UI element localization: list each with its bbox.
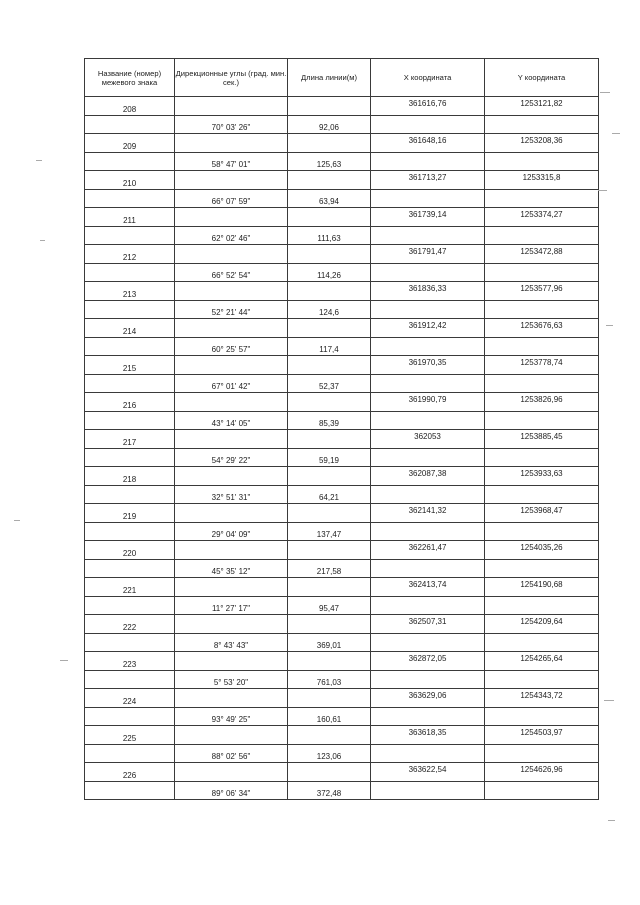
y-coordinate: 1254035,26 [485,541,599,560]
empty-y-cell [485,115,599,134]
line-row [85,448,599,467]
empty-y-cell [485,189,599,208]
point-row [85,319,599,338]
y-coordinate: 1253968,47 [485,504,599,523]
header-line-length: Длина линии(м) [288,59,371,97]
line-row [85,300,599,319]
y-coordinate: 1254343,72 [485,689,599,708]
point-row [85,726,599,745]
empty-x-cell [371,152,485,171]
y-coordinate: 1253778,74 [485,356,599,375]
empty-length-cell [288,615,371,634]
y-coordinate: 1253208,36 [485,134,599,153]
empty-length-cell [288,208,371,227]
x-coordinate: 362141,32 [371,504,485,523]
direction-angle: 60° 25' 57" [175,337,288,356]
empty-y-cell [485,152,599,171]
direction-angle: 70° 03' 26" [175,115,288,134]
empty-x-cell [371,263,485,282]
line-row [85,633,599,652]
empty-x-cell [371,448,485,467]
y-coordinate: 1253121,82 [485,97,599,116]
empty-name-cell [85,448,175,467]
point-row [85,245,599,264]
table-header-row [85,59,599,97]
empty-name-cell [85,596,175,615]
point-row [85,134,599,153]
line-row [85,152,599,171]
point-row [85,689,599,708]
line-length: 111,63 [288,226,371,245]
point-row [85,504,599,523]
empty-length-cell [288,504,371,523]
line-row [85,744,599,763]
empty-angle-cell [175,134,288,153]
line-row [85,781,599,800]
mark-name: 223 [85,652,175,671]
empty-y-cell [485,337,599,356]
empty-length-cell [288,97,371,116]
line-row [85,485,599,504]
empty-x-cell [371,189,485,208]
empty-length-cell [288,652,371,671]
direction-angle: 93° 49' 25" [175,707,288,726]
empty-angle-cell [175,393,288,412]
empty-angle-cell [175,578,288,597]
empty-name-cell [85,633,175,652]
empty-length-cell [288,134,371,153]
line-row [85,226,599,245]
line-row [85,411,599,430]
empty-x-cell [371,115,485,134]
empty-length-cell [288,689,371,708]
line-length: 59,19 [288,448,371,467]
point-row [85,97,599,116]
y-coordinate: 1253472,88 [485,245,599,264]
header-x-coordinate: X координата [371,59,485,97]
empty-angle-cell [175,541,288,560]
direction-angle: 89° 06' 34" [175,781,288,800]
line-length: 372,48 [288,781,371,800]
y-coordinate: 1254265,64 [485,652,599,671]
mark-name: 210 [85,171,175,190]
empty-x-cell [371,707,485,726]
mark-name: 221 [85,578,175,597]
empty-angle-cell [175,467,288,486]
direction-angle: 67° 01' 42" [175,374,288,393]
empty-angle-cell [175,763,288,782]
table-body [85,97,599,800]
empty-angle-cell [175,319,288,338]
x-coordinate: 363629,06 [371,689,485,708]
x-coordinate: 361990,79 [371,393,485,412]
empty-name-cell [85,300,175,319]
empty-length-cell [288,282,371,301]
direction-angle: 43° 14' 05" [175,411,288,430]
empty-x-cell [371,670,485,689]
boundary-marks-table [84,58,599,800]
empty-name-cell [85,337,175,356]
empty-length-cell [288,467,371,486]
empty-y-cell [485,411,599,430]
line-length: 92,06 [288,115,371,134]
point-row [85,578,599,597]
mark-name: 222 [85,615,175,634]
empty-angle-cell [175,245,288,264]
x-coordinate: 361970,35 [371,356,485,375]
mark-name: 218 [85,467,175,486]
line-length: 369,01 [288,633,371,652]
line-row [85,337,599,356]
mark-name: 214 [85,319,175,338]
empty-length-cell [288,356,371,375]
direction-angle: 66° 07' 59" [175,189,288,208]
x-coordinate: 361713,27 [371,171,485,190]
line-length: 95,47 [288,596,371,615]
empty-name-cell [85,670,175,689]
empty-angle-cell [175,282,288,301]
x-coordinate: 362413,74 [371,578,485,597]
empty-name-cell [85,152,175,171]
empty-x-cell [371,744,485,763]
empty-length-cell [288,763,371,782]
y-coordinate: 1253885,45 [485,430,599,449]
x-coordinate: 362261,47 [371,541,485,560]
empty-y-cell [485,744,599,763]
empty-angle-cell [175,430,288,449]
y-coordinate: 1253676,63 [485,319,599,338]
mark-name: 208 [85,97,175,116]
line-length: 64,21 [288,485,371,504]
direction-angle: 52° 21' 44" [175,300,288,319]
empty-y-cell [485,300,599,319]
empty-angle-cell [175,689,288,708]
direction-angle: 54° 29' 22" [175,448,288,467]
empty-name-cell [85,263,175,282]
y-coordinate: 1253577,96 [485,282,599,301]
point-row [85,171,599,190]
empty-length-cell [288,726,371,745]
empty-name-cell [85,522,175,541]
line-length: 85,39 [288,411,371,430]
mark-name: 217 [85,430,175,449]
empty-x-cell [371,559,485,578]
line-length: 137,47 [288,522,371,541]
x-coordinate: 361648,16 [371,134,485,153]
header-y-coordinate: Y координата [485,59,599,97]
y-coordinate: 1254209,64 [485,615,599,634]
empty-x-cell [371,633,485,652]
point-row [85,615,599,634]
mark-name: 226 [85,763,175,782]
line-length: 160,61 [288,707,371,726]
direction-angle: 11° 27' 17" [175,596,288,615]
empty-length-cell [288,578,371,597]
empty-y-cell [485,707,599,726]
empty-x-cell [371,337,485,356]
line-row [85,559,599,578]
empty-angle-cell [175,97,288,116]
x-coordinate: 362087,38 [371,467,485,486]
direction-angle: 45° 35' 12" [175,559,288,578]
direction-angle: 29° 04' 09" [175,522,288,541]
direction-angle: 62° 02' 46" [175,226,288,245]
line-length: 52,37 [288,374,371,393]
empty-y-cell [485,485,599,504]
line-length: 761,03 [288,670,371,689]
empty-length-cell [288,245,371,264]
empty-x-cell [371,522,485,541]
empty-angle-cell [175,208,288,227]
y-coordinate: 1253933,63 [485,467,599,486]
empty-name-cell [85,374,175,393]
empty-length-cell [288,171,371,190]
mark-name: 224 [85,689,175,708]
empty-x-cell [371,300,485,319]
header-direction-angle: Дирекционные углы (град. мин. сек.) [175,59,288,97]
empty-name-cell [85,115,175,134]
empty-x-cell [371,781,485,800]
x-coordinate: 363622,54 [371,763,485,782]
mark-name: 219 [85,504,175,523]
empty-name-cell [85,485,175,504]
empty-y-cell [485,448,599,467]
y-coordinate: 1253315,8 [485,171,599,190]
point-row [85,467,599,486]
x-coordinate: 362507,31 [371,615,485,634]
y-coordinate: 1254190,68 [485,578,599,597]
line-length: 117,4 [288,337,371,356]
x-coordinate: 361739,14 [371,208,485,227]
y-coordinate: 1254626,96 [485,763,599,782]
empty-x-cell [371,485,485,504]
mark-name: 220 [85,541,175,560]
line-row [85,596,599,615]
x-coordinate: 362872,05 [371,652,485,671]
empty-y-cell [485,522,599,541]
x-coordinate: 361791,47 [371,245,485,264]
x-coordinate: 362053 [371,430,485,449]
mark-name: 209 [85,134,175,153]
empty-angle-cell [175,726,288,745]
line-length: 114,26 [288,263,371,282]
point-row [85,208,599,227]
point-row [85,356,599,375]
empty-angle-cell [175,504,288,523]
empty-name-cell [85,781,175,800]
direction-angle: 88° 02' 56" [175,744,288,763]
empty-name-cell [85,226,175,245]
empty-length-cell [288,319,371,338]
x-coordinate: 361616,76 [371,97,485,116]
empty-name-cell [85,189,175,208]
point-row [85,763,599,782]
empty-length-cell [288,541,371,560]
empty-x-cell [371,411,485,430]
empty-angle-cell [175,171,288,190]
point-row [85,430,599,449]
x-coordinate: 361836,33 [371,282,485,301]
empty-length-cell [288,393,371,412]
line-row [85,189,599,208]
empty-name-cell [85,411,175,430]
empty-x-cell [371,226,485,245]
empty-x-cell [371,374,485,393]
line-length: 124,6 [288,300,371,319]
empty-name-cell [85,744,175,763]
empty-name-cell [85,559,175,578]
direction-angle: 66° 52' 54" [175,263,288,282]
mark-name: 212 [85,245,175,264]
direction-angle: 5° 53' 20" [175,670,288,689]
empty-name-cell [85,707,175,726]
line-row [85,522,599,541]
empty-y-cell [485,633,599,652]
line-length: 125,63 [288,152,371,171]
empty-y-cell [485,559,599,578]
direction-angle: 32° 51' 31" [175,485,288,504]
point-row [85,393,599,412]
empty-y-cell [485,670,599,689]
line-row [85,263,599,282]
line-length: 123,06 [288,744,371,763]
line-row [85,115,599,134]
x-coordinate: 361912,42 [371,319,485,338]
point-row [85,541,599,560]
mark-name: 225 [85,726,175,745]
direction-angle: 58° 47' 01" [175,152,288,171]
line-length: 63,94 [288,189,371,208]
line-length: 217,58 [288,559,371,578]
empty-angle-cell [175,652,288,671]
x-coordinate: 363618,35 [371,726,485,745]
empty-angle-cell [175,356,288,375]
point-row [85,282,599,301]
y-coordinate: 1253826,96 [485,393,599,412]
empty-y-cell [485,374,599,393]
empty-length-cell [288,430,371,449]
mark-name: 215 [85,356,175,375]
mark-name: 211 [85,208,175,227]
empty-y-cell [485,596,599,615]
empty-angle-cell [175,615,288,634]
header-mark-name: Название (номер) межевого знака [85,59,175,97]
point-row [85,652,599,671]
y-coordinate: 1253374,27 [485,208,599,227]
line-row [85,707,599,726]
empty-y-cell [485,781,599,800]
y-coordinate: 1254503,97 [485,726,599,745]
line-row [85,374,599,393]
line-row [85,670,599,689]
mark-name: 213 [85,282,175,301]
direction-angle: 8° 43' 43" [175,633,288,652]
mark-name: 216 [85,393,175,412]
empty-y-cell [485,226,599,245]
empty-y-cell [485,263,599,282]
empty-x-cell [371,596,485,615]
